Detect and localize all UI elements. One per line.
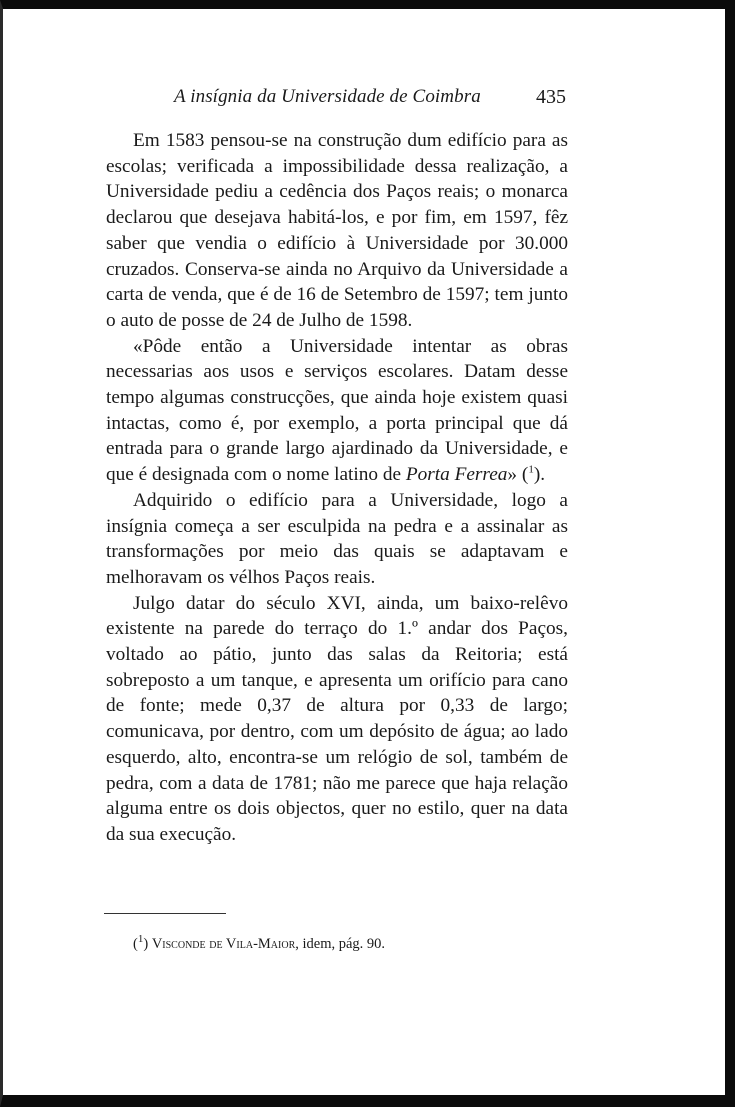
footnote-reference: 1 [528, 463, 534, 476]
paragraph-3: Adquirido o edifício para a Universidade, logo a insígnia começa a ser esculpida na pedra e a assinalar as transformações por meio das quais se adaptavam e melhoravam os vélhos Paços reais. [106, 489, 568, 588]
paragraph-2-italic: Porta Ferrea [405, 464, 508, 486]
footnote-marker: 1 [137, 933, 144, 946]
body-text [106, 128, 568, 848]
footnote-author: Visconde de Vila-Maior [151, 936, 296, 952]
paragraph-2-close: ). [533, 464, 546, 486]
paragraph-2-text: «Pôde então a Universidade intentar as obras necessarias aos usos e serviços escolares. Datam desse tempo algumas construcções, que ainda hoje existem quasi intactas, como é, por exemplo, a porta principal que dá entrada para o grande largo ajardinado da Universidade, e que é designada com o nome latino de [106, 335, 568, 486]
paragraph-2 [106, 334, 568, 488]
footnote-divider [104, 913, 226, 914]
paragraph-1: Em 1583 pensou-se na construção dum edifício para as escolas; verificada a impossibilidade dessa realização, a Universidade pediu a cedência dos Paços reais; o monarca declarou que desejava habitá-los, e por fim, em 1597, fêz saber que vendia o edifício à Universidade por 30.000 cruzados. Conserva-se ainda no Arquivo da Universidade a carta de venda, que é de 16 de Setembro de 1597; tem junto o auto de posse de 24 de Julho de 1598. [106, 130, 568, 331]
paragraph-2-quote-end: » ( [507, 464, 529, 486]
paragraph-4: Julgo datar do século XVI, ainda, um baixo-relêvo existente na parede do terraço do 1.º andar dos Paços, voltado ao pátio, junto das salas da Reitoria; está sobreposto a um tanque, e apresenta um orifício para cano de fonte; mede 0,37 de altura por 0,33 de largo; comunicava, por dentro, com um depósito de água; ao lado esquerdo, alto, encontra-se um relógio de sol, também de pedra, com a data de 1781; não me parece que haja relação alguma entre os dois objectos, quer no estilo, quer na data da sua execução. [106, 592, 568, 845]
footnote: ($^1$) Visconde de Vila-Maior, idem, pág. 90. [133, 933, 386, 952]
page-number: 435 [536, 86, 566, 108]
running-title: A insígnia da Universidade de Coimbra [174, 86, 481, 107]
footnote-rest: , idem, pág. 90. [295, 936, 386, 952]
